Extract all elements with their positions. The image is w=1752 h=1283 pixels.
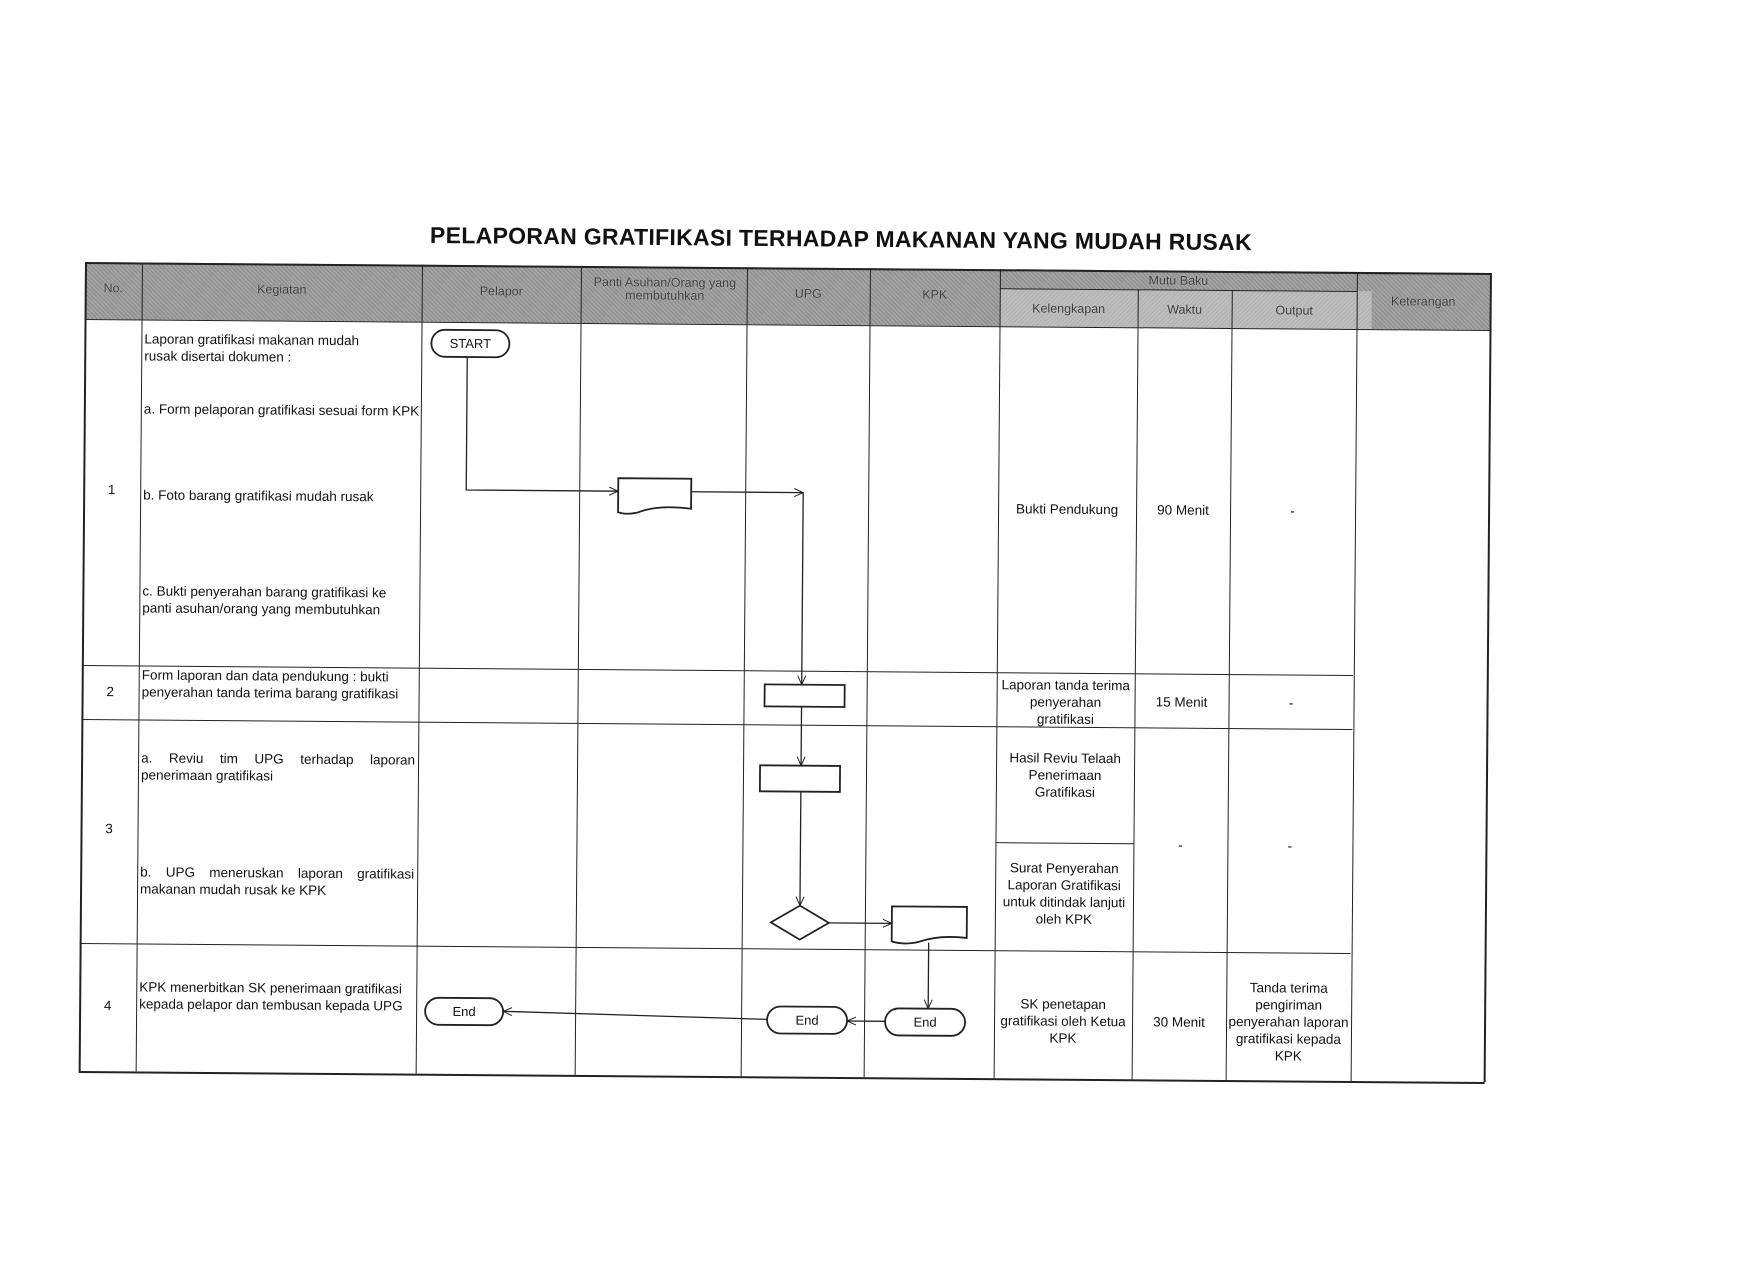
row1-item-b: b. Foto barang gratifikasi mudah rusak — [143, 486, 419, 505]
row2-kelengkapan: Laporan tanda terima penyerahan gratifikasi — [1000, 676, 1130, 728]
row2-waktu: 15 Menit — [1135, 693, 1229, 711]
upg-process-row2 — [765, 684, 845, 707]
row3-waktu: - — [1133, 836, 1227, 854]
header-kpk: KPK — [870, 288, 1000, 302]
row3-item-b: b. UPG meneruskan laporan gratifikasi makanan mudah rusak ke KPK — [140, 863, 414, 899]
arrow-kpk-down — [928, 943, 929, 1009]
row1-intro: Laporan gratifikasi makanan mudah rusak disertai dokumen : — [144, 330, 384, 366]
end-label-upg: End — [795, 1013, 818, 1028]
kpk-document-shape — [892, 906, 967, 944]
arrow-upg-to-pelapor — [503, 1011, 767, 1019]
row1-waktu: 90 Menit — [1136, 501, 1230, 519]
row3-no: 3 — [80, 820, 137, 837]
arrow-panti-to-upg — [691, 492, 803, 493]
row4-waktu: 30 Menit — [1132, 1013, 1226, 1031]
header-no: No. — [85, 282, 142, 295]
row4-kelengkapan: SK penetapan gratifikasi oleh Ketua KPK — [998, 995, 1128, 1047]
header-panti: Panti Asuhan/Orang yang membutuhkan — [590, 276, 740, 303]
end-label-kpk: End — [913, 1015, 936, 1030]
row1-output: - — [1230, 502, 1355, 520]
header-kegiatan: Kegiatan — [142, 282, 422, 297]
page-title: PELAPORAN GRATIFIKASI TERHADAP MAKANAN YANG MUDAH RUSAK — [430, 222, 1290, 257]
header-upg: UPG — [747, 287, 870, 301]
row3-kelengkapan-a: Hasil Reviu Telaah Penerimaan Gratifikasi — [1000, 749, 1130, 801]
row3-output: - — [1227, 837, 1352, 855]
row2-kegiatan: Form laporan dan data pendukung : bukti penyerahan tanda terima barang gratifikasi — [142, 666, 418, 702]
arrow-upg-down-1 — [802, 493, 804, 685]
row3-kelengkapan-b: Surat Penyerahan Laporan Gratifikasi untuk ditindak lanjuti oleh KPK — [997, 859, 1132, 928]
row1-kelengkapan: Bukti Pendukung — [998, 500, 1136, 518]
row4-output: Tanda terima pengiriman penyerahan laporan gratifikasi kepada KPK — [1228, 979, 1350, 1065]
row1-item-c: c. Bukti penyerahan barang gratifikasi ke panti asuhan/orang yang membutuhkan — [142, 582, 418, 618]
upg-process-row3 — [760, 765, 840, 792]
end-label-pelapor: End — [452, 1004, 475, 1019]
row2-no: 2 — [82, 683, 139, 700]
header-output: Output — [1232, 304, 1357, 318]
panti-document-shape — [618, 478, 691, 514]
header-keterangan: Keterangan — [1357, 295, 1490, 309]
start-label: START — [450, 336, 492, 351]
arrow-start-to-panti — [466, 357, 619, 491]
row4-kegiatan: KPK menerbitkan SK penerimaan gratifikasi kepada pelapor dan tembusan kepada UPG — [139, 978, 415, 1014]
row1-item-a: a. Form pelaporan gratifikasi sesuai form KPK — [144, 400, 420, 419]
row4-no: 4 — [79, 997, 136, 1014]
arrow-upg-down-3 — [800, 792, 801, 906]
header-waktu: Waktu — [1138, 303, 1232, 317]
row2-output: - — [1229, 694, 1354, 712]
row3-item-a: a. Reviu tim UPG terhadap laporan penerimaan gratifikasi — [141, 749, 415, 785]
header-mutu-baku: Mutu Baku — [1000, 273, 1357, 289]
row1-no: 1 — [83, 481, 140, 498]
upg-decision-diamond — [771, 905, 829, 939]
header-pelapor: Pelapor — [422, 285, 581, 299]
header-kelengkapan: Kelengkapan — [1000, 302, 1138, 316]
